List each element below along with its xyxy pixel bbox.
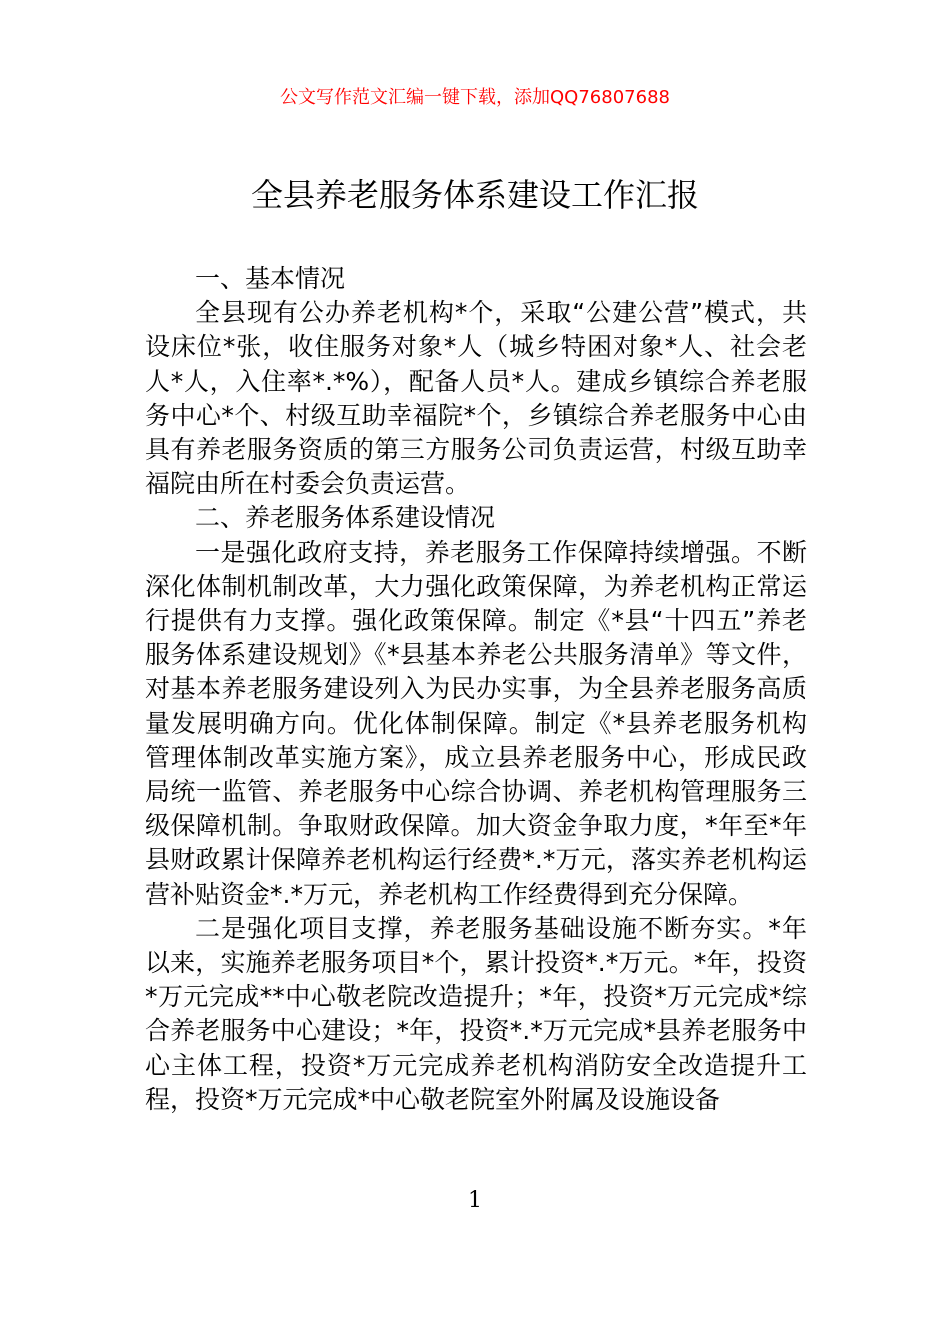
header-promo-text: 公文写作范文汇编一键下载，添加QQ76807688	[280, 87, 670, 108]
body-paragraph: 二是强化项目支撑，养老服务基础设施不断夯实。*年以来，实施养老服务项目*个，累计投资*.*万元。*年，投资*万元完成**中心敬老院改造提升；*年，投资*万元完成*综合养老服务中心建设；*年，投资*.*万元完成*县养老服务中心主体工程，投资*万元完成养老机构消防安全改造提升工程，投资*万元完成*中心敬老院室外附属及设施设备	[145, 913, 807, 1114]
section-heading-system-construction: 二、养老服务体系建设情况	[195, 503, 496, 533]
document-title: 全县养老服务体系建设工作汇报	[250, 176, 699, 214]
document-body	[145, 262, 807, 1117]
page-number: 1	[468, 1188, 482, 1213]
section-heading-basic-situation: 一、基本情况	[195, 264, 346, 293]
body-paragraph: 一是强化政府支持，养老服务工作保障持续增强。不断深化体制机制改革，大力强化政策保障，为养老机构正常运行提供有力支撑。强化政策保障。制定《*县“十四五”养老服务体系建设规划》《*县基本养老公共服务清单》等文件，对基本养老服务建设列入为民办实事，为全县养老服务高质量发展明确方向。优化体制保障。制定《*县养老服务机构管理体制改革实施方案》，成立县养老服务中心，形成民政局统一监管、养老服务中心综合协调、养老机构管理服务三级保障机制。争取财政保障。加大资金争取力度，*年至*年县财政累计保障养老机构运行经费*.*万元，落实养老机构运营补贴资金*.*万元，养老机构工作经费得到充分保障。	[145, 537, 807, 909]
body-paragraph: 全县现有公办养老机构*个，采取“公建公营”模式，共设床位*张，收住服务对象*人（城乡特困对象*人、社会老人*人，入住率*.*%），配备人员*人。建成乡镇综合养老服务中心*个、村级互助幸福院*个，乡镇综合养老服务中心由具有养老服务资质的第三方服务公司负责运营，村级互助幸福院由所在村委会负责运营。	[145, 298, 807, 499]
